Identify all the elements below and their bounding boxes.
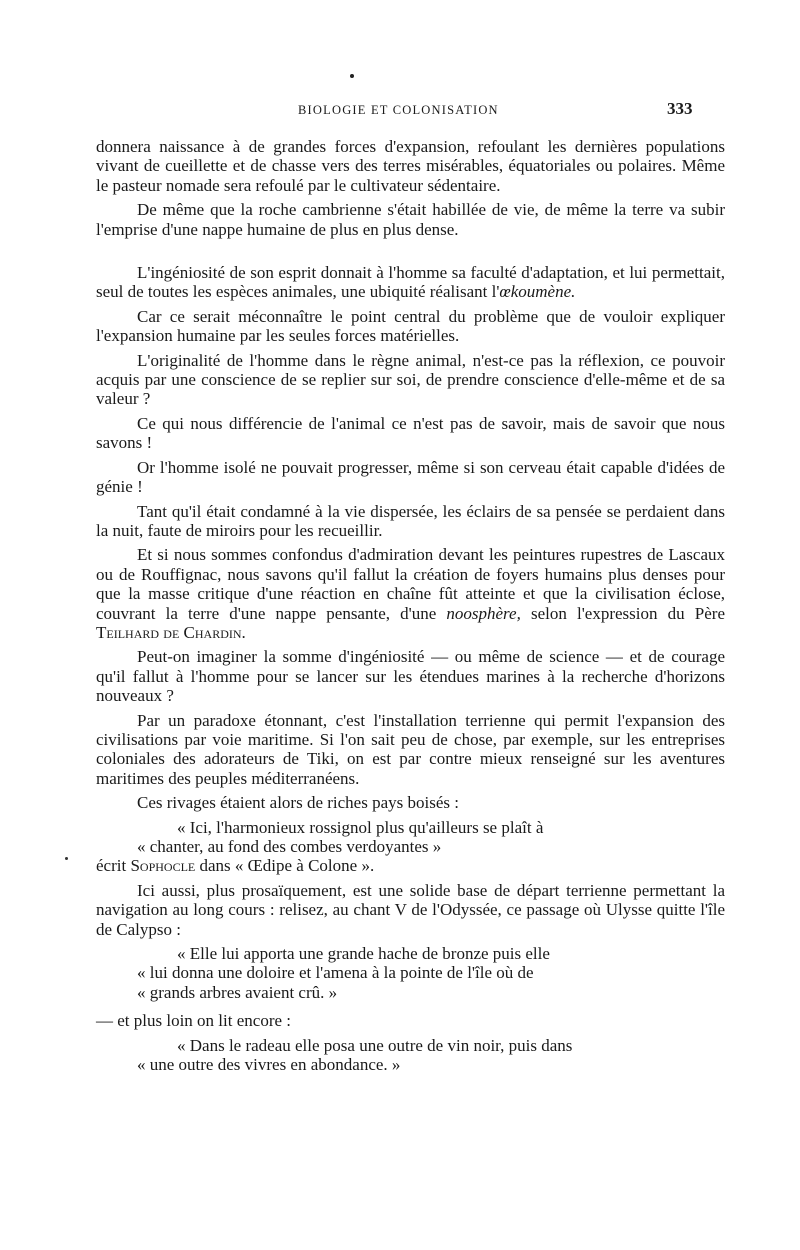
quote-line: « grands arbres avaient crû. » <box>137 982 338 1002</box>
paragraph: L'originalité de l'homme dans le règne animal, n'est-ce pas la réflexion, ce pouvoir acquis par une conscience de se replier sur soi, de prendre conscience d'elle-même et de sa valeur ? <box>96 350 725 409</box>
running-title: BIOLOGIE ET COLONISATION <box>298 103 499 117</box>
paragraph: Peut-on imaginer la somme d'ingéniosité — ou même de science — et de courage qu'il fallut à l'homme pour se lancer sur les étendues marines à la recherche d'horizons nouveaux ? <box>96 647 725 706</box>
paragraph: Tant qu'il était condamné à la vie dispersée, les éclairs de sa pensée se perdaient dans la nuit, faute de miroirs pour les recueillir. <box>96 501 725 540</box>
quote-source <box>96 856 725 875</box>
margin-mark <box>65 857 68 860</box>
italic-term: œkoumène. <box>499 282 576 302</box>
paragraph-text: dans « Œdipe à Colone ». <box>195 856 375 876</box>
paragraph <box>96 545 725 642</box>
author-name: Teilhard de Chardin. <box>96 622 246 642</box>
paragraph: Ce qui nous différencie de l'animal ce n'est pas de savoir, mais de savoir que nous savons ! <box>96 413 725 453</box>
paragraph-text: selon l'expression du Père <box>520 603 725 623</box>
quote-line: « chanter, au fond des combes verdoyantes » <box>137 837 442 856</box>
paragraph: Ici aussi, plus prosaïquement, est une solide base de départ terrienne permettant la navigation au long cours : relisez, au chant V de l'Odyssée, ce passage où Ulysse quitte l'île de Calypso : <box>96 880 725 939</box>
print-mark <box>350 74 354 78</box>
quote-text: « Ici, l'harmonieux rossignol plus qu'ailleurs se plaît à <box>177 817 544 837</box>
quote-line: « une outre des vivres en abondance. » <box>137 1055 401 1075</box>
paragraph: Car ce serait méconnaître le point central du problème que de vouloir expliquer l'expansion humaine par les seules forces matérielles. <box>96 306 725 346</box>
paragraph-text: Et si nous sommes confondus d'admiration devant les peintures rupestres de Lascaux ou de Rouffignac, nous savons qu'il fallut la création de foyers humains plus denses pour que la masse critique d'une réaction en chaîne fût atteinte et que la civilisation éclose, couvrant la terre d'une nappe pensante, d'une <box>96 545 725 623</box>
paragraph: De même que la roche cambrienne s'était habillée de vie, de même la terre va subir l'emprise d'une nappe humaine de plus en plus dense. <box>96 200 725 239</box>
paragraph-text: L'ingéniosité de son esprit donnait à l'homme sa faculté d'adaptation, et lui permettait, seul de toutes les espèces animales, une ubiquité réalisant l' <box>96 263 725 302</box>
quote-line <box>96 1036 725 1055</box>
quote-line <box>96 944 725 963</box>
quote-text: « Elle lui apporta une grande hache de bronze puis elle <box>177 944 550 964</box>
paragraph-text: écrit <box>96 856 131 876</box>
quote-line <box>96 818 725 837</box>
body-text <box>96 137 725 1079</box>
page-number: 333 <box>667 99 693 118</box>
italic-term: noosphère, <box>446 603 521 623</box>
paragraph: — et plus loin on lit encore : <box>96 1011 291 1031</box>
paragraph: Or l'homme isolé ne pouvait progresser, même si son cerveau était capable d'idées de génie ! <box>96 457 725 497</box>
paragraph: donnera naissance à de grandes forces d'expansion, refoulant les dernières populations vivant de cueillette et de chasse vers des terres misérables, équatoriales ou polaires. Même le pasteur nomade sera refoulé par le cultivateur sédentaire. <box>96 137 725 195</box>
paragraph <box>96 263 725 302</box>
paragraph: Ces rivages étaient alors de riches pays boisés : <box>137 793 459 813</box>
author-name: Sophocle <box>130 856 196 876</box>
quote-line: « lui donna une doloire et l'amena à la pointe de l'île où de <box>137 963 534 983</box>
quote-text: « Dans le radeau elle posa une outre de vin noir, puis dans <box>177 1035 573 1055</box>
paragraph: Par un paradoxe étonnant, c'est l'installation terrienne qui permit l'expansion des civilisations par voie maritime. Si l'on sait peu de chose, par exemple, sur les entreprises coloniales des adorateurs de Tiki, on est par contre mieux renseigné sur les aventures maritimes des peuples méditerranéens. <box>96 710 725 788</box>
